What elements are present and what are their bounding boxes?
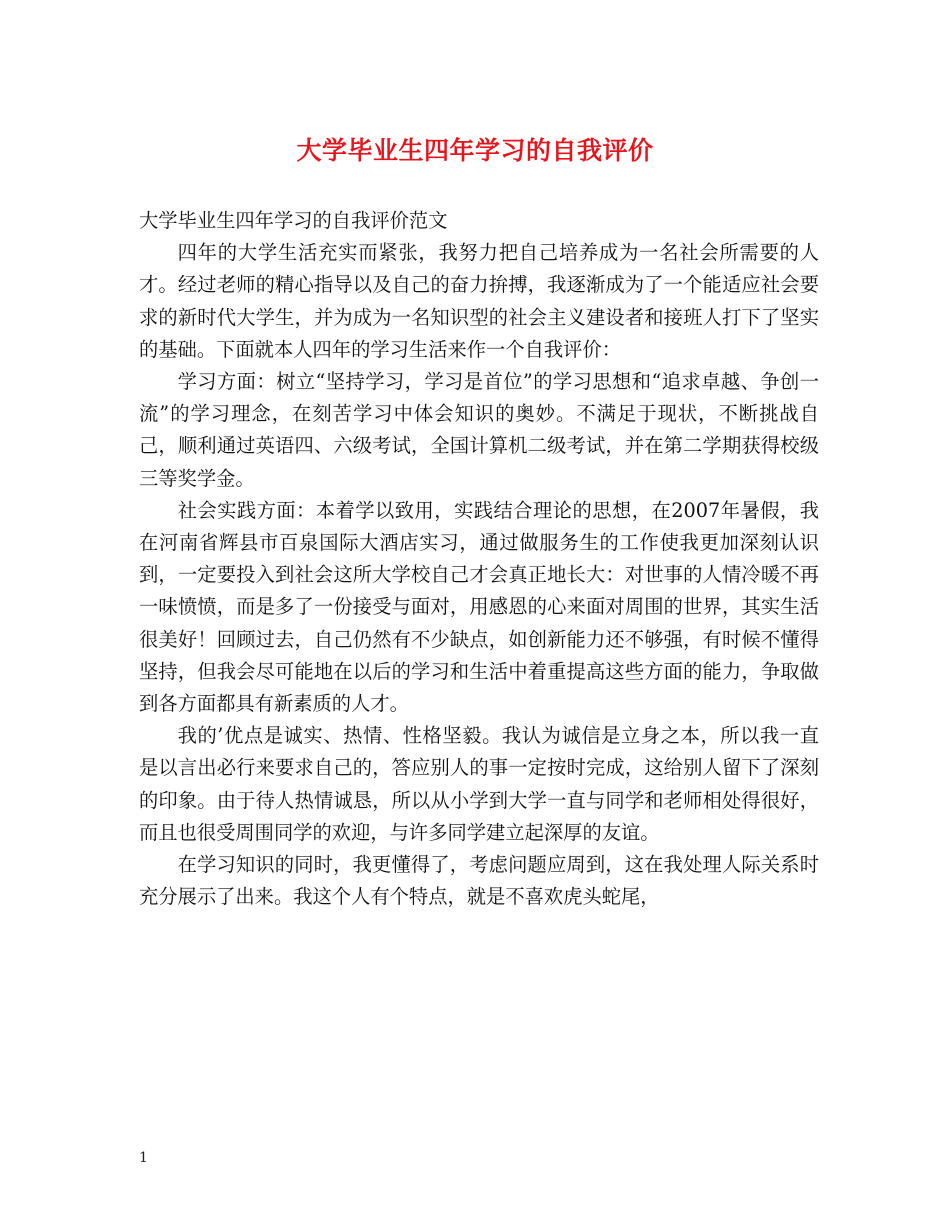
paragraph-strengths: 我的’优点是诚实、热情、性格坚毅。我认为诚信是立身之本，所以我一直是以言出必行来要求自己的，答应别人的事一定按时完成，这给别人留下了深刻的印象。由于待人热情诚恳，所以从小学到大学一直与同学和老师相处得很好，而且也很受周围同学的欢迎，与许多同学建立起深厚的友谊。 bbox=[139, 724, 819, 844]
paragraph-relationships: 在学习知识的同时，我更懂得了，考虑问题应周到，这在我处理人际关系时充分展示了出来。我这个人有个特点，就是不喜欢虎头蛇尾， bbox=[139, 853, 819, 909]
document-subtitle: 大学毕业生四年学习的自我评价范文 bbox=[139, 209, 448, 232]
document-title: 大学毕业生四年学习的自我评价 bbox=[296, 136, 654, 165]
document-body bbox=[139, 205, 819, 913]
paragraph-social-practice: 社会实践方面：本着学以致用，实践结合理论的思想，在2007年暑假，我在河南省辉县市百泉国际大酒店实习，通过做服务生的工作使我更加深刻认识到，一定要投入到社会这所大学校自己才会真正地长大：对世事的人情冷暖不再一味愤愤，而是多了一份接受与面对，用感恩的心来面对周围的世界，其实生活很美好！回顾过去，自己仍然有不少缺点，如创新能力还不够强，有时候不懂得坚持，但我会尽可能地在以后的学习和生活中着重提高这些方面的能力，争取做到各方面都具有新素质的人才。 bbox=[139, 498, 819, 716]
page-number: 1 bbox=[139, 1150, 148, 1166]
paragraph-intro: 四年的大学生活充实而紧张，我努力把自己培养成为一名社会所需要的人才。经过老师的精心指导以及自己的奋力拚搏，我逐渐成为了一个能适应社会要求的新时代大学生，并为成为一名知识型的社会主义建设者和接班人打下了坚实的基础。下面就本人四年的学习生活来作一个自我评价： bbox=[139, 241, 819, 361]
paragraph-study: 学习方面：树立“坚持学习，学习是首位”的学习思想和“追求卓越、争创一流”的学习理念，在刻苦学习中体会知识的奥妙。不满足于现状，不断挑战自己，顺利通过英语四、六级考试，全国计算机二级考试，并在第二学期获得校级三等奖学金。 bbox=[139, 370, 819, 490]
